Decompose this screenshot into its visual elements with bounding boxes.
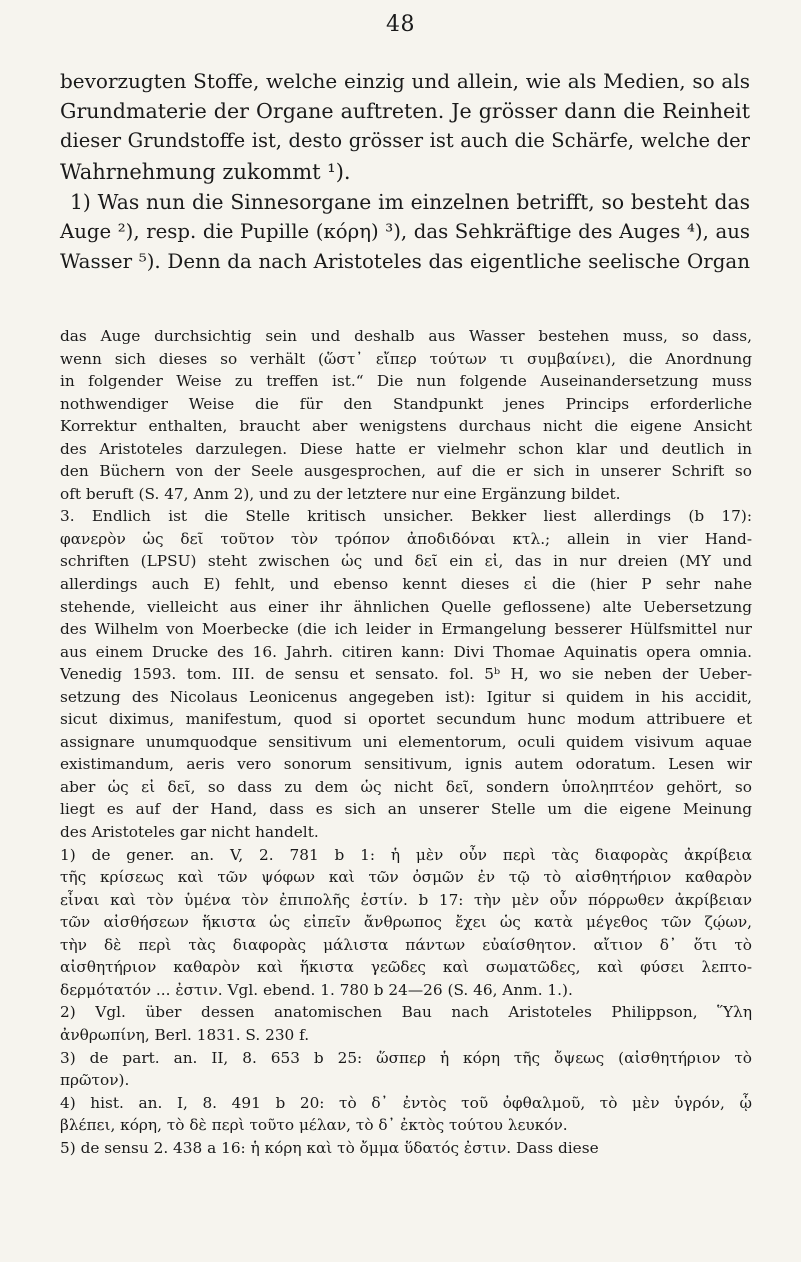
footnote-line: πρῶτον). (60, 1071, 130, 1090)
footnote-line: liegt es auf der Hand, dass es sich an unserer Stelle um die eigene Meinung (60, 800, 752, 819)
footnote-line: 4) hist. an. I, 8. 491 b 20: τὸ δ᾽ ἐντὸς τοῦ ὀφθαλμοῦ, τὸ μὲν ὑγρόν, ᾧ (60, 1093, 752, 1112)
footnote-line: 3. Endlich ist die Stelle kritisch unsicher. Bekker liest allerdings (b 17): (60, 507, 752, 526)
page-number: 48 (386, 12, 415, 37)
footnote-line: εἶναι καὶ τὸν ὑμένα τὸν ἐπιπολῆς ἐστίν. b 17: τὴν μὲν οὖν πόρρωθεν ἀκρίβειαν (60, 890, 752, 909)
footnote-line: 1) de gener. an. V, 2. 781 b 1: ἡ μὲν οὖν περὶ τὰς διαφορὰς ἀκρίβεια (60, 845, 752, 864)
footnote-line: Venedig 1593. tom. III. de sensu et sensato. fol. 5ᵇ H, wo sie neben der Ueber- (60, 665, 752, 684)
footnote-line: 2) Vgl. über dessen anatomischen Bau nach Aristoteles Philippson, Ὕλη (60, 1003, 752, 1022)
footnote-line: stehende, vielleicht aus einer ihr ähnlichen Quelle geflossene) alte Uebersetzung (60, 597, 752, 616)
footnote-line: βλέπει, κόρη, τὸ δὲ περὶ τοῦτο μέλαν, τὸ δ᾽ ἐκτὸς τούτου λευκόν. (60, 1116, 568, 1135)
footnote-line: ἀνθρωπίνη, Berl. 1831. S. 230 f. (60, 1025, 310, 1044)
footnote-line: des Wilhelm von Moerbecke (die ich leider in Ermangelung besserer Hülfsmittel nur (60, 620, 752, 639)
main-line: Wasser ⁵). Denn da nach Aristoteles das eigentliche seelische Organ (60, 250, 750, 274)
footnote-line: τῶν αἰσθήσεων ἥκιστα ὡς εἰπεῖν ἄνθρωπος ἔχει ὡς κατὰ μέγεθος τῶν ζῴων, (60, 913, 752, 932)
footnote-line: δερμότατόν ... ἐστιν. Vgl. ebend. 1. 780 b 24—26 (S. 46, Anm. 1.). (60, 980, 573, 999)
footnote-line: des Aristoteles darzulegen. Diese hatte er vielmehr schon klar und deutlich in (60, 439, 752, 458)
main-text-block (60, 66, 750, 277)
footnote-line: schriften (LPSU) steht zwischen ὡς und δεῖ ein εἰ, das in nur dreien (MY und (60, 552, 752, 571)
footnote-line: φανερὸν ὡς δεῖ τοῦτον τὸν τρόπον ἀποδιδόναι κτλ.; allein in vier Hand- (60, 529, 752, 548)
footnote-line: aus einem Drucke des 16. Jahrh. citiren kann: Divi Thomae Aquinatis opera omnia. (60, 642, 752, 661)
footnotes-block (60, 325, 752, 1159)
footnote-line: Korrektur enthalten, braucht aber wenigstens durchaus nicht die eigene Ansicht (60, 417, 752, 436)
footnote-line: existimandum, aeris vero sonorum sensitivum, ignis autem odoratum. Lesen wir (60, 755, 752, 774)
footnote-line: nothwendiger Weise die für den Standpunkt jenes Princips erforderliche (60, 394, 752, 413)
footnote-line: oft beruft (S. 47, Anm 2), und zu der letztere nur eine Ergänzung bildet. (60, 484, 621, 503)
footnote-line: τὴν δὲ περὶ τὰς διαφορὰς μάλιστα πάντων εὐαίσθητον. αἴτιον δ᾽ ὅτι τὸ (60, 935, 752, 954)
footnote-line: aber ὡς εἰ δεῖ, so dass zu dem ὡς nicht δεῖ, sondern ὑποληπτέον gehört, so (60, 777, 752, 796)
main-line: Auge ²), resp. die Pupille (κόρη) ³), das Sehkräftige des Auges ⁴), aus (60, 220, 750, 244)
footnote-line: 3) de part. an. II, 8. 653 b 25: ὥσπερ ἡ κόρη τῆς ὄψεως (αἰσθητήριον τὸ (60, 1048, 752, 1067)
footnote-line: αἰσθητήριον καθαρὸν καὶ ἥκιστα γεῶδες καὶ σωματῶδες, καὶ φύσει λεπτο- (60, 958, 752, 977)
main-line: 1) Was nun die Sinnesorgane im einzelnen betrifft, so besteht das (70, 189, 750, 214)
footnote-line: des Aristoteles gar nicht handelt. (60, 823, 319, 842)
footnote-line: 5) de sensu 2. 438 a 16: ἡ κόρη καὶ τὸ ὄμμα ὕδατός ἐστιν. Dass diese (60, 1138, 599, 1157)
main-line: Wahrnehmung zukommt ¹). (60, 159, 351, 184)
footnote-line: τῆς κρίσεως καὶ τῶν ψόφων καὶ τῶν ὀσμῶν ἐν τῷ τὸ αἰσθητήριον καθαρὸν (60, 868, 752, 887)
footnote-line: allerdings auch E) fehlt, und ebenso kennt dieses εἰ die (hier P sehr nahe (60, 575, 752, 594)
footnote-line: assignare unumquodque sensitivum uni elementorum, oculi quidem visivum aquae (60, 732, 752, 751)
main-line: dieser Grundstoffe ist, desto grösser ist auch die Schärfe, welche der (60, 129, 750, 153)
main-line: Grundmaterie der Organe auftreten. Je grösser dann die Reinheit (60, 99, 750, 124)
footnote-line: sicut diximus, manifestum, quod si oportet secundum hunc modum attribuere et (60, 710, 752, 729)
main-line: bevorzugten Stoffe, welche einzig und allein, wie als Medien, so als (60, 69, 750, 93)
footnote-line: den Büchern von der Seele ausgesprochen, auf die er sich in unserer Schrift so (60, 462, 752, 481)
footnote-line: das Auge durchsichtig sein und deshalb aus Wasser bestehen muss, so dass, (60, 327, 752, 345)
footnote-line: in folgender Weise zu treffen ist.“ Die nun folgende Auseinandersetzung muss (60, 372, 752, 391)
footnote-line: wenn sich dieses so verhält (ὥστ᾽ εἴπερ τούτων τι συμβαίνει), die Anordnung (60, 349, 752, 368)
footnote-line: setzung des Nicolaus Leonicenus angegeben ist): Igitur si quidem in his accidit, (60, 687, 752, 706)
